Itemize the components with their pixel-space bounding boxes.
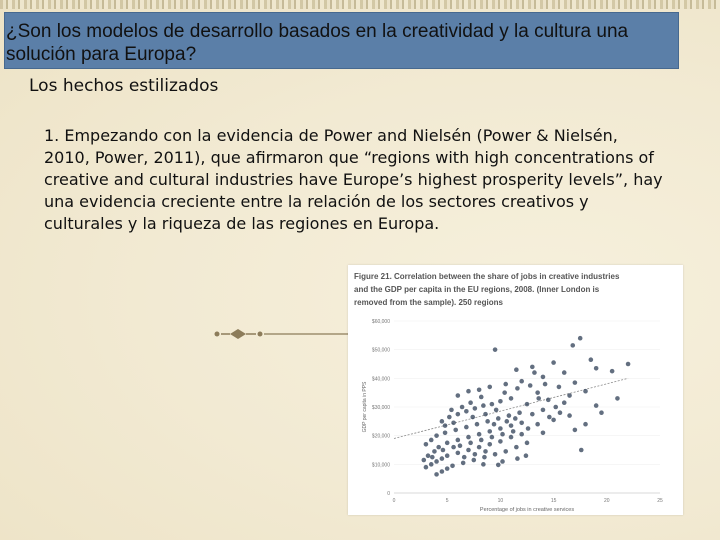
data-point xyxy=(490,435,495,440)
data-point xyxy=(498,439,503,444)
data-point xyxy=(541,375,546,380)
data-point xyxy=(558,410,563,415)
data-point xyxy=(514,445,519,450)
data-point xyxy=(573,428,578,433)
data-point xyxy=(440,456,445,461)
data-point xyxy=(583,389,588,394)
data-point xyxy=(496,416,501,421)
data-point xyxy=(434,459,439,464)
data-point xyxy=(551,418,556,423)
data-point xyxy=(515,456,520,461)
scatter-chart xyxy=(348,265,683,515)
data-point xyxy=(430,455,435,460)
data-point xyxy=(434,472,439,477)
data-point xyxy=(429,462,434,467)
data-point xyxy=(466,389,471,394)
data-point xyxy=(610,369,615,374)
y-tick-label: $20,000 xyxy=(371,433,390,440)
data-point xyxy=(570,343,575,348)
data-point xyxy=(421,458,426,463)
data-point xyxy=(530,412,535,417)
data-point xyxy=(490,402,495,407)
data-point xyxy=(440,419,445,424)
data-point xyxy=(519,420,524,425)
data-point xyxy=(547,415,552,420)
data-point xyxy=(473,452,478,457)
data-point xyxy=(434,433,439,438)
data-point xyxy=(573,380,578,385)
data-point xyxy=(513,416,518,421)
y-tick-label: $10,000 xyxy=(371,462,390,469)
data-point xyxy=(546,398,551,403)
data-point xyxy=(500,432,505,437)
data-point xyxy=(460,405,465,410)
data-point xyxy=(525,402,530,407)
data-point xyxy=(436,445,441,450)
data-point xyxy=(445,466,450,471)
data-point xyxy=(530,365,535,370)
data-point xyxy=(507,413,512,418)
data-point xyxy=(543,382,548,387)
data-point xyxy=(487,429,492,434)
data-point xyxy=(449,408,454,413)
data-point xyxy=(536,396,541,401)
data-point xyxy=(517,410,522,415)
data-point xyxy=(483,449,488,454)
data-point xyxy=(509,396,514,401)
data-point xyxy=(553,405,558,410)
data-point xyxy=(498,399,503,404)
data-point xyxy=(589,357,594,362)
x-tick-label: 25 xyxy=(657,498,663,504)
chart-title: Figure 21. Correlation between the share of jobs in creative industries and the GDP per capita in the EU regions, 2008. (Inner London is removed from the sample). 250 regions xyxy=(354,272,620,307)
data-point xyxy=(429,438,434,443)
y-tick-label: $30,000 xyxy=(371,405,390,411)
data-point xyxy=(496,463,501,468)
data-point xyxy=(456,393,461,398)
data-point xyxy=(626,362,631,367)
data-point xyxy=(440,469,445,474)
data-point xyxy=(445,441,450,446)
chart-figure xyxy=(348,265,683,515)
data-point xyxy=(578,336,583,341)
data-point xyxy=(475,422,480,427)
data-point xyxy=(541,408,546,413)
y-tick-label: 0 xyxy=(387,491,390,497)
ornament-dot xyxy=(258,332,263,337)
data-point xyxy=(494,408,499,413)
data-point xyxy=(519,379,524,384)
data-point xyxy=(557,385,562,390)
y-tick-label: $40,000 xyxy=(371,376,390,383)
data-point xyxy=(567,413,572,418)
data-point xyxy=(479,438,484,443)
data-point xyxy=(447,415,452,420)
data-point xyxy=(579,448,584,453)
data-point xyxy=(503,449,508,454)
data-point xyxy=(562,370,567,375)
data-point xyxy=(477,445,482,450)
data-point xyxy=(466,435,471,440)
data-point xyxy=(487,442,492,447)
data-point xyxy=(526,426,531,431)
ornament-diamond xyxy=(230,329,246,339)
data-point xyxy=(594,366,599,371)
x-tick-label: 5 xyxy=(445,498,449,504)
data-point xyxy=(528,383,533,388)
data-point xyxy=(456,412,461,417)
data-point xyxy=(511,429,516,434)
data-point xyxy=(473,406,478,411)
y-tick-label: $50,000 xyxy=(371,347,390,354)
data-point xyxy=(509,435,514,440)
data-point xyxy=(477,432,482,437)
data-point xyxy=(472,458,477,463)
slide-title: ¿Son los modelos de desarrollo basados en la creatividad y la cultura una solución para Europa? xyxy=(6,21,629,65)
data-point xyxy=(594,403,599,408)
data-point xyxy=(424,465,429,470)
data-point xyxy=(468,400,473,405)
data-point xyxy=(468,441,473,446)
data-point xyxy=(615,396,620,401)
data-point xyxy=(504,419,509,424)
data-point xyxy=(503,382,508,387)
data-point xyxy=(514,367,519,372)
data-point xyxy=(532,370,537,375)
data-point xyxy=(485,419,490,424)
data-point xyxy=(519,432,524,437)
data-point xyxy=(525,441,530,446)
ornament-divider xyxy=(212,324,352,344)
data-point xyxy=(493,347,498,352)
data-point xyxy=(477,388,482,393)
x-tick-label: 15 xyxy=(550,498,557,504)
data-point xyxy=(479,395,484,400)
data-point xyxy=(466,448,471,453)
data-point xyxy=(456,438,461,443)
trendline xyxy=(394,378,628,438)
data-point xyxy=(535,390,540,395)
x-tick-label: 20 xyxy=(604,498,610,504)
body-paragraph: 1. Empezando con la evidencia de Power and Nielsén (Power & Nielsén, 2010, Power, 2011), que afirmaron que “regions with high concentrations of creative and cultural industries have Europe’s highest prosperity levels”, hay una evidencia creciente entre la relación de los sectores creativos y culturales y la riqueza de las regiones en Europa. xyxy=(44,126,663,233)
data-point xyxy=(458,443,463,448)
slide-subtitle: Los hechos estilizados xyxy=(29,76,219,96)
data-point xyxy=(567,393,572,398)
data-point xyxy=(481,403,486,408)
data-point xyxy=(502,390,507,395)
y-tick-label: $60,000 xyxy=(371,319,390,325)
data-point xyxy=(498,426,503,431)
data-point xyxy=(492,422,497,427)
data-point xyxy=(487,385,492,390)
data-point xyxy=(481,462,486,467)
x-tick-label: 0 xyxy=(392,498,396,504)
data-point xyxy=(541,431,546,436)
data-point xyxy=(524,453,529,458)
data-point xyxy=(445,453,450,458)
data-point xyxy=(551,360,556,365)
data-point xyxy=(424,442,429,447)
data-point xyxy=(461,461,466,466)
data-point xyxy=(441,448,446,453)
data-point xyxy=(464,425,469,430)
data-point xyxy=(493,452,498,457)
data-point xyxy=(515,386,520,391)
x-axis-label: Percentage of jobs in creative services xyxy=(479,507,575,513)
data-point xyxy=(509,423,514,428)
data-point xyxy=(464,409,469,414)
data-point xyxy=(462,455,467,460)
data-point xyxy=(426,453,431,458)
ornament-dot xyxy=(215,332,220,337)
data-point xyxy=(535,422,540,427)
data-point xyxy=(583,422,588,427)
data-point xyxy=(470,415,475,420)
data-point xyxy=(562,400,567,405)
data-point xyxy=(451,420,456,425)
data-point xyxy=(443,423,448,428)
y-axis-label: GDP per capita in PPS xyxy=(362,381,368,433)
decorative-strip xyxy=(0,0,720,9)
data-point xyxy=(456,451,461,456)
data-point xyxy=(432,449,437,454)
data-point xyxy=(599,410,604,415)
data-point xyxy=(482,455,487,460)
x-tick-label: 10 xyxy=(497,498,504,504)
data-point xyxy=(500,459,505,464)
data-point xyxy=(453,428,458,433)
data-point xyxy=(450,463,455,468)
data-point xyxy=(443,431,448,436)
data-point xyxy=(483,412,488,417)
data-point xyxy=(451,445,456,450)
